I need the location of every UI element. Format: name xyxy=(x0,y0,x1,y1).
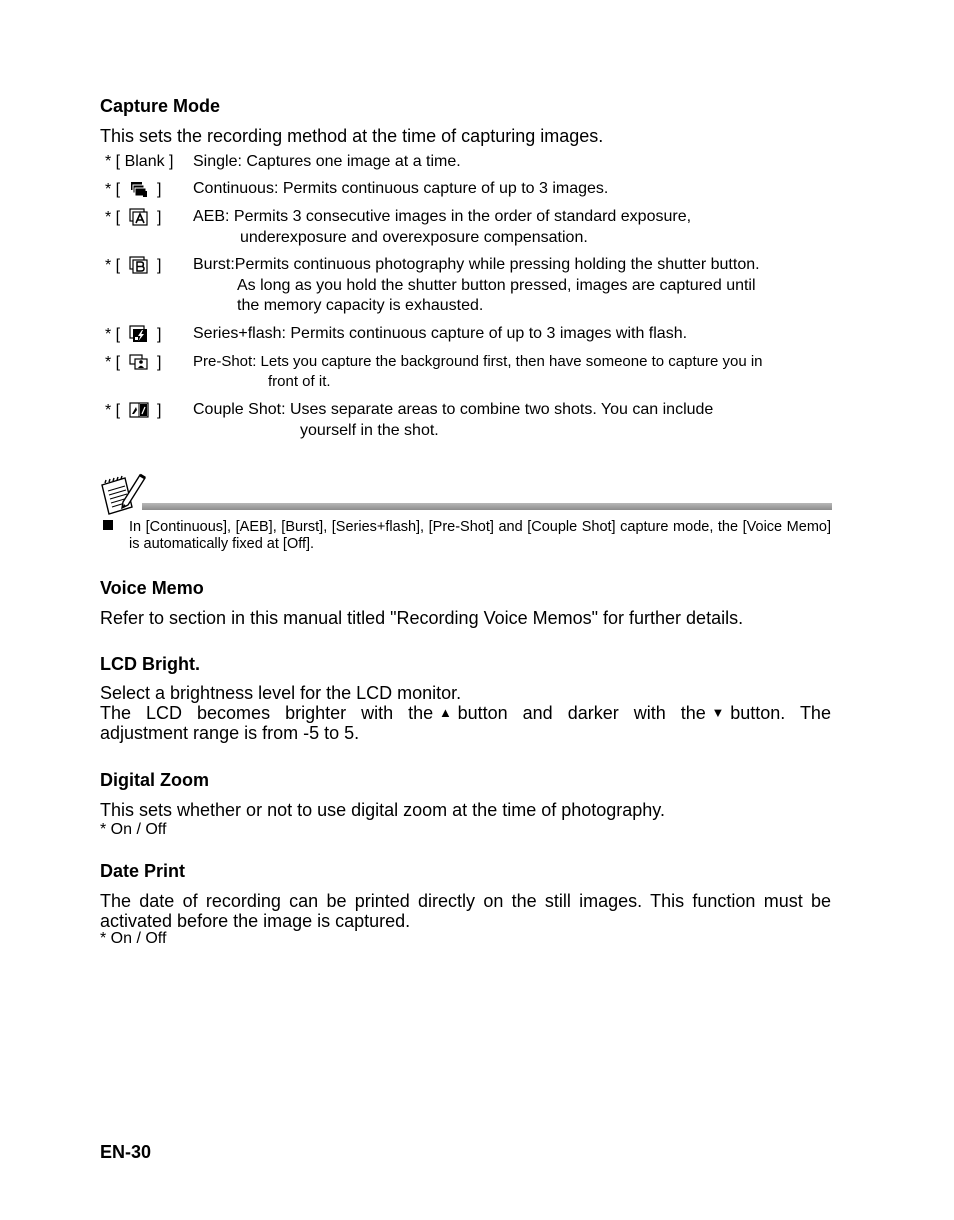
mode-line: Couple Shot: Uses separate areas to combine two shots. You can include xyxy=(193,401,714,418)
mode-line: Continuous: Permits continuous capture of up to 3 images. xyxy=(193,180,609,197)
lcd-text-part3: button. The xyxy=(730,703,831,723)
bracket-close: ] xyxy=(157,181,162,198)
mode-prefix xyxy=(105,401,161,420)
digital-zoom-text: This sets whether or not to use digital zoom at the time of photography. xyxy=(100,800,665,820)
capture-mode-intro: This sets the recording method at the time of capturing images. xyxy=(100,126,604,146)
bracket-open: * [ xyxy=(105,402,121,419)
digital-zoom-options: * On / Off xyxy=(100,821,167,838)
series-flash-icon xyxy=(129,325,149,343)
lcd-text-part1: The LCD becomes brighter with the xyxy=(100,703,434,723)
bracket-close: ] xyxy=(157,326,162,343)
lcd-text-part2: button and darker with the xyxy=(457,703,706,723)
mode-prefix xyxy=(105,256,161,275)
mode-prefix xyxy=(105,180,161,199)
note-text: In [Continuous], [AEB], [Burst], [Series+flash], [Pre-Shot] and [Couple Shot] capture mode, the [Voice Memo] is automatically fixed at [Off]. xyxy=(129,519,831,552)
down-arrow-icon: ▼ xyxy=(711,705,725,720)
bracket-open: * [ xyxy=(105,257,121,274)
up-arrow-icon: ▲ xyxy=(438,705,452,720)
mode-line: front of it. xyxy=(268,373,331,390)
mode-prefix xyxy=(105,208,161,227)
capture-mode-heading: Capture Mode xyxy=(100,96,221,116)
burst-icon xyxy=(129,256,149,274)
bracket-close: ] xyxy=(157,354,162,371)
mode-line: Series+flash: Permits continuous capture of up to 3 images with flash. xyxy=(193,325,688,342)
date-print-options: * On / Off xyxy=(100,930,167,947)
voice-memo-heading: Voice Memo xyxy=(100,578,204,598)
lcd-bright-line3: adjustment range is from -5 to 5. xyxy=(100,723,360,743)
bracket-open: * [ xyxy=(105,326,121,343)
digital-zoom-heading: Digital Zoom xyxy=(100,770,209,790)
lcd-bright-line2 xyxy=(100,703,831,725)
note-pad-icon xyxy=(99,471,147,515)
square-bullet-icon xyxy=(103,520,113,530)
mode-line: Burst:Permits continuous photography while pressing holding the shutter button. xyxy=(193,256,760,273)
bracket-open: * [ xyxy=(105,209,121,226)
voice-memo-text: Refer to section in this manual titled "Recording Voice Memos" for further details. xyxy=(100,608,744,628)
bracket-close: ] xyxy=(157,402,162,419)
bracket-close: ] xyxy=(157,209,162,226)
mode-line: Pre-Shot: Lets you capture the background first, then have someone to capture you in xyxy=(193,353,763,370)
page-number: EN-30 xyxy=(100,1142,152,1162)
date-print-text: The date of recording can be printed directly on the still images. This function must be activated before the image is captured. xyxy=(100,891,831,931)
lcd-bright-line1: Select a brightness level for the LCD monitor. xyxy=(100,683,462,703)
bracket-open: * [ xyxy=(105,354,121,371)
continuous-icon xyxy=(129,180,149,198)
mode-prefix xyxy=(105,353,161,372)
note-divider xyxy=(142,503,832,510)
bracket-close: ] xyxy=(157,257,162,274)
date-print-heading: Date Print xyxy=(100,861,186,881)
mode-prefix xyxy=(105,325,161,344)
couple-shot-icon xyxy=(129,401,149,419)
bracket-open: * [ xyxy=(105,181,121,198)
aeb-icon xyxy=(129,208,149,226)
pre-shot-icon xyxy=(129,353,149,371)
mode-prefix-blank: * [ Blank ] xyxy=(105,153,174,170)
mode-line: As long as you hold the shutter button pressed, images are captured until xyxy=(237,277,756,294)
mode-line: AEB: Permits 3 consecutive images in the order of standard exposure, xyxy=(193,208,692,225)
mode-line: Single: Captures one image at a time. xyxy=(193,153,461,170)
lcd-bright-heading: LCD Bright. xyxy=(100,654,200,674)
mode-line: the memory capacity is exhausted. xyxy=(237,297,484,314)
mode-line: underexposure and overexposure compensation. xyxy=(240,229,588,246)
mode-line: yourself in the shot. xyxy=(300,422,439,439)
